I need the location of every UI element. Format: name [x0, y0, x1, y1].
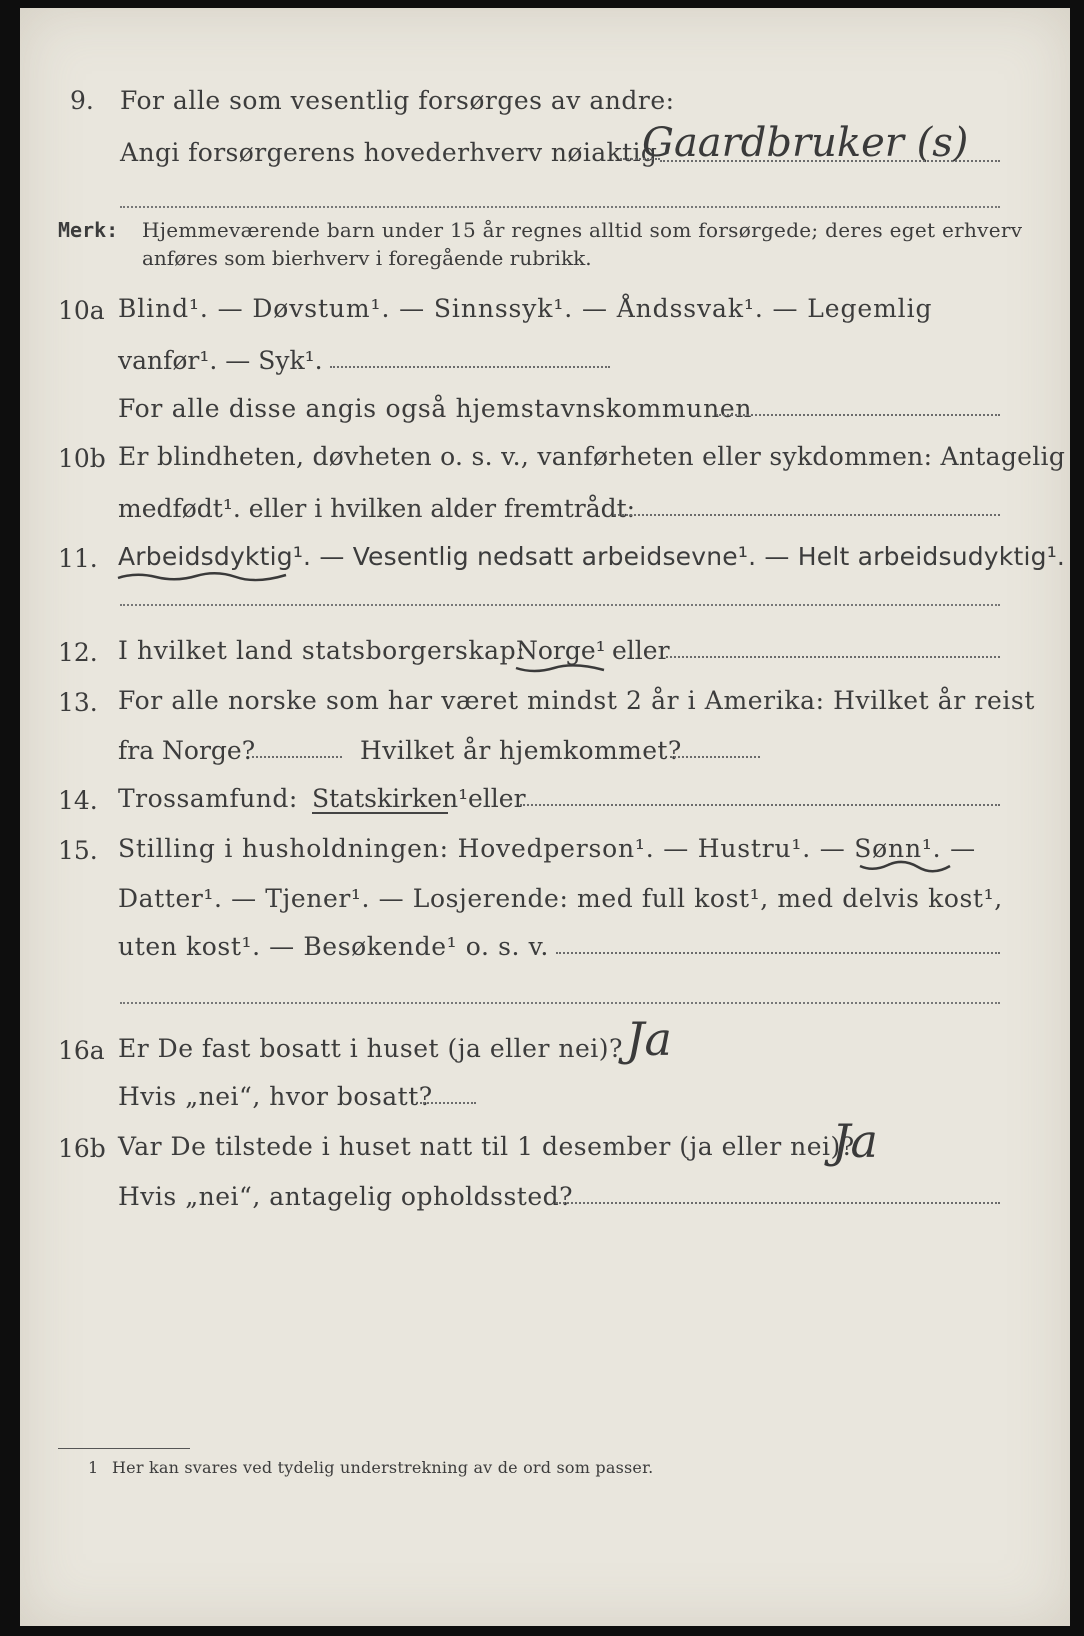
footnote-text: Her kan svares ved tydelig understrekning av de ord som passer. [112, 1458, 654, 1477]
q16b-number: 16b [58, 1134, 106, 1163]
q16b-answer[interactable]: Ja [832, 1114, 878, 1168]
q10b-line2: medfødt¹. eller i hvilken alder fremtrådt: [118, 494, 636, 523]
q11-separator [120, 604, 1000, 606]
q12-line1: I hvilket land statsborgerskap: [118, 636, 526, 665]
q13-line2a: fra Norge? [118, 736, 256, 765]
merk-label: Merk: [58, 218, 119, 242]
q12-eller: eller [612, 636, 670, 665]
merk-line1: Hjemmeværende barn under 15 år regnes alltid som forsørgede; deres eget erhverv [142, 218, 1023, 242]
q16a-line1: Er De fast bosatt i huset (ja eller nei)? [118, 1034, 623, 1063]
q13-line2b: Hvilket år hjemkommet? [360, 736, 682, 765]
q9-number: 9. [70, 86, 94, 115]
q9-line2: Angi forsørgerens hovederhverv nøiaktig [120, 138, 658, 167]
q10b-alder-line [614, 514, 1000, 516]
q16a-answer[interactable]: Ja [626, 1012, 672, 1066]
q10b-line1: Er blindheten, døvheten o. s. v., vanførheten eller sykdommen: Antagelig [118, 442, 1066, 471]
q16a-line2: Hvis „nei“, hvor bosatt? [118, 1082, 433, 1111]
q15-besokende-line [556, 952, 1000, 954]
form-page [20, 8, 1070, 1626]
q15-separator [120, 1002, 1000, 1004]
q14-eller: eller [468, 784, 526, 813]
q12-land-line [666, 656, 1000, 658]
q16b-line1: Var De tilstede i huset natt til 1 desember (ja eller nei)? [118, 1132, 855, 1161]
q16b-line2: Hvis „nei“, antagelig opholdssted? [118, 1182, 574, 1211]
q9-answer-line [660, 160, 1000, 162]
q11-arbeidsdyktig-underline [116, 570, 296, 584]
q10a-number: 10a [58, 296, 105, 325]
q16a-bosatt-line [420, 1102, 476, 1104]
q10b-number: 10b [58, 444, 106, 473]
q12-norge-underline [514, 662, 614, 676]
q11-number: 11. [58, 544, 98, 573]
q13-reist-line [252, 756, 342, 758]
q14-statskirken-underline [312, 812, 448, 814]
q16a-number: 16a [58, 1036, 105, 1065]
q10a-line3: For alle disse angis også hjemstavnskommunen [118, 394, 753, 423]
footnote-rule [58, 1448, 190, 1449]
q15-line3: uten kost¹. — Besøkende¹ o. s. v. [118, 932, 549, 961]
q10a-hjemstavn-line [716, 414, 1000, 416]
q15-line2: Datter¹. — Tjener¹. — Losjerende: med full kost¹, med delvis kost¹, [118, 884, 1003, 913]
q15-sonn-underline [858, 860, 958, 876]
q10a-line2: vanfør¹. — Syk¹. [118, 346, 323, 375]
q15-line1: Stilling i husholdningen: Hovedperson¹. — Hustru¹. — Sønn¹. — [118, 834, 976, 863]
q14-number: 14. [58, 786, 98, 815]
q13-hjemkommet-line [670, 756, 760, 758]
q9-separator [120, 206, 1000, 208]
q14-statskirken: Statskirken¹ [312, 784, 469, 813]
footnote-mark: 1 [88, 1458, 99, 1477]
q12-norge: Norge¹ [516, 636, 606, 665]
q9-answer[interactable]: Gaardbruker (s) [642, 120, 969, 166]
q10a-syk-line [330, 366, 610, 368]
q12-number: 12. [58, 638, 98, 667]
q9-line1: For alle som vesentlig forsørges av andre: [120, 86, 675, 115]
merk-line2: anføres som bierhverv i foregående rubrikk. [142, 246, 592, 270]
q13-line1: For alle norske som har været mindst 2 år i Amerika: Hvilket år reist [118, 686, 1036, 715]
q10a-line1: Blind¹. — Døvstum¹. — Sinnssyk¹. — Åndssvak¹. — Legemlig [118, 294, 933, 323]
q15-number: 15. [58, 836, 98, 865]
q16b-opholdssted-line [556, 1202, 1000, 1204]
q14-label: Trossamfund: [118, 784, 298, 813]
q11-line1: Arbeidsdyktig¹. — Vesentlig nedsatt arbeidsevne¹. — Helt arbeidsudyktig¹. [118, 542, 1066, 571]
q13-number: 13. [58, 688, 98, 717]
q14-trossamfund-line [520, 804, 1000, 806]
